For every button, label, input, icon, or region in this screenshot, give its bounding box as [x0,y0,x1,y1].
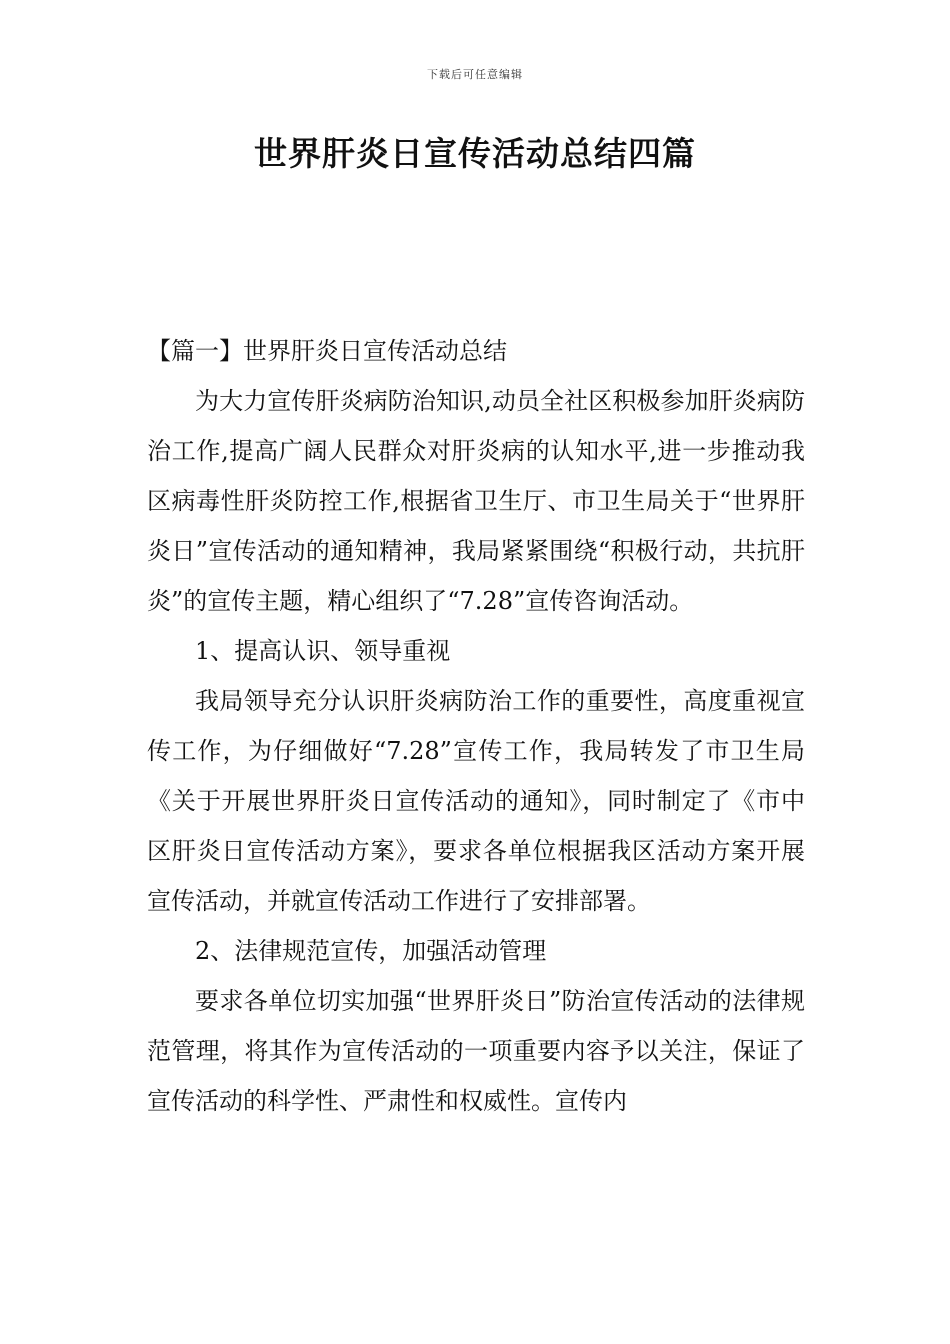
page-header-note: 下载后可任意编辑 [427,68,523,81]
subheading-2: 2、法律规范宣传，加强活动管理 [195,937,547,965]
section-heading: 【篇一】世界肝炎日宣传活动总结 [147,337,507,365]
paragraph-2: 要求各单位切实加强“世界肝炎日”防治宣传活动的法律规范管理，将其作为宣传活动的一项重要内容予以关注，保证了宣传活动的科学性、严肃性和权威性。宣传内 [147,987,805,1115]
paragraph-intro: 为大力宣传肝炎病防治知识,动员全社区积极参加肝炎病防治工作,提高广阔人民群众对肝炎病的认知水平,进一步推动我区病毒性肝炎防控工作,根据省卫生厅、市卫生局关于“世界肝炎日”宣传活动的通知精神，我局紧紧围绕“积极行动，共抗肝炎”的宣传主题，精心组织了“7.28”宣传咨询活动。 [147,387,805,615]
document-title: 世界肝炎日宣传活动总结四篇 [254,134,696,173]
subheading-1: 1、提高认识、领导重视 [195,637,451,665]
paragraph-1: 我局领导充分认识肝炎病防治工作的重要性，高度重视宣传工作，为仔细做好“7.28”宣传工作，我局转发了市卫生局《关于开展世界肝炎日宣传活动的通知》，同时制定了《市中区肝炎日宣传活动方案》，要求各单位根据我区活动方案开展宣传活动，并就宣传活动工作进行了安排部署。 [147,687,805,915]
document-body [147,326,805,1126]
